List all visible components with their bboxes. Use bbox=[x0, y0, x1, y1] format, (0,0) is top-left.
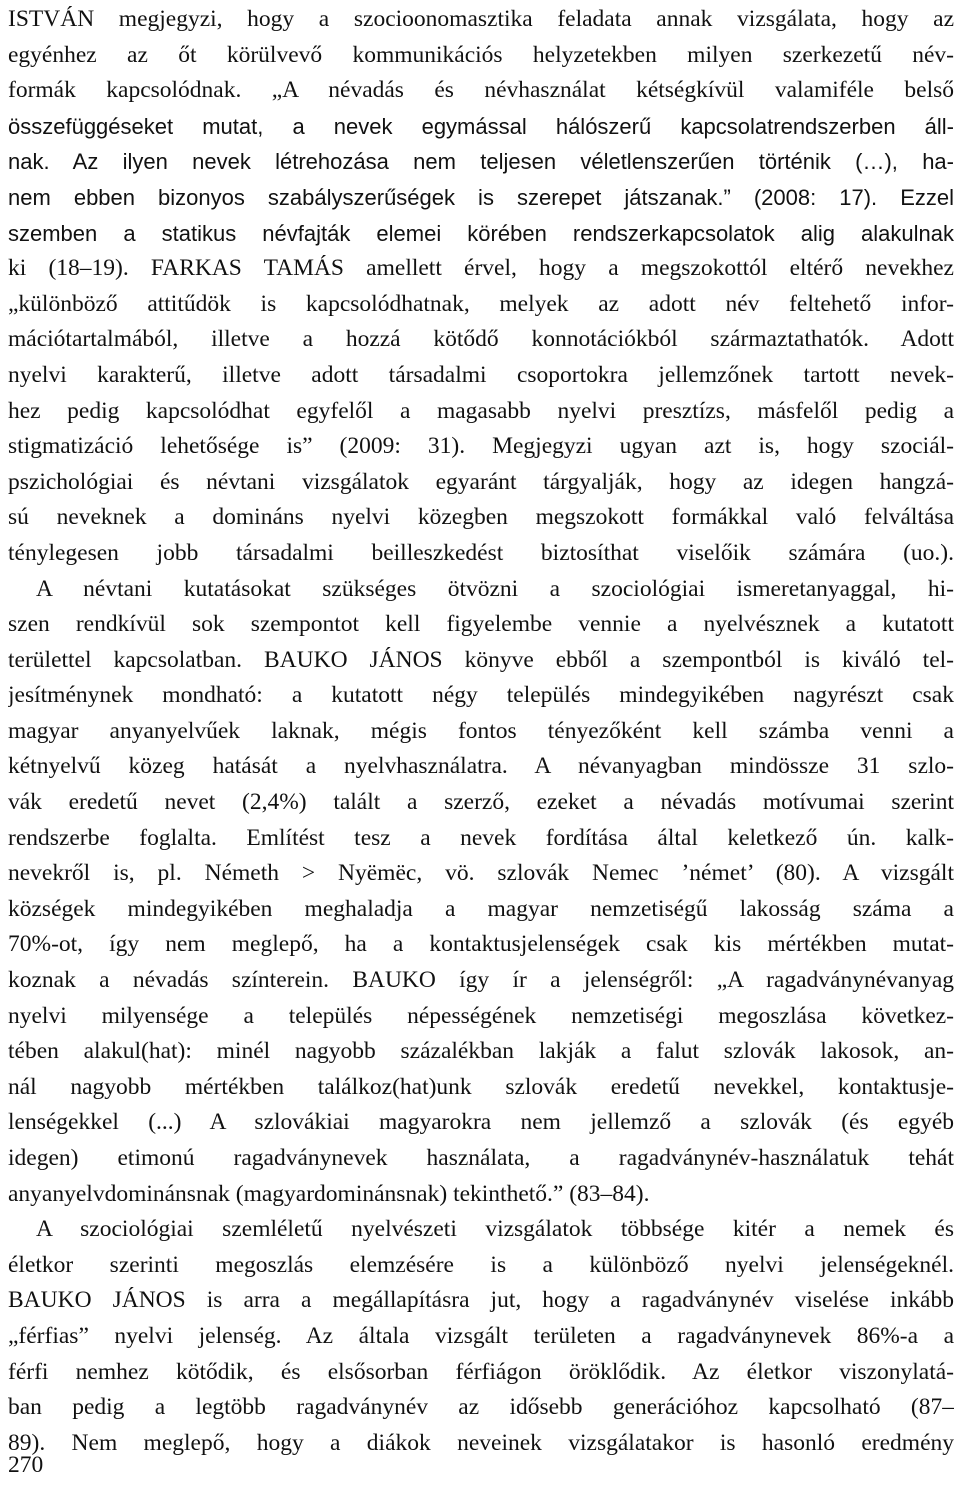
text-line: rendszerbe foglalta. Említést tesz a nevek fordítása által keletkező ún. kalk- bbox=[8, 824, 954, 851]
text-line: lenségekkel (...) A szlovákiai magyarokra nem jellemző a szlovák (és egyéb bbox=[8, 1109, 954, 1136]
text-line: A névtani kutatásokat szükséges ötvözni a szociológiai ismeretanyaggal, hi- bbox=[36, 575, 954, 602]
text-line: formák kapcsolódnak. „A névadás és névhasználat kétségkívül valamiféle belső bbox=[8, 77, 954, 104]
text-line: szen rendkívül sok szempontot kell figyelembe vennie a nyelvésznek a kutatott bbox=[8, 611, 954, 638]
text-line: összefüggéseket mutat, a nevek egymással hálószerű kapcsolatrendszerben áll- bbox=[8, 113, 954, 139]
text-line: kétnyelvű közeg hatását a nyelvhasználatra. A névanyagban mindössze 31 szlo- bbox=[8, 753, 954, 780]
text-line: nak. Az ilyen nevek létrehozása nem teljesen véletlenszerűen történik (…), ha- bbox=[8, 149, 954, 175]
text-line: ISTVÁN megjegyzi, hogy a szocioonomasztika feladata annak vizsgálata, hogy az bbox=[8, 6, 954, 32]
text-line: nem ebben bizonyos szabályszerűségek is szerepet játszanak.” (2008: 17). Ezzel bbox=[8, 184, 954, 210]
text-line: férfi nemhez kötődik, és elsősorban férfiágon öröklődik. Az életkor viszonylatá- bbox=[8, 1358, 954, 1385]
text-line: stigmatizáció lehetősége is” (2009: 31). Megjegyzi ugyan azt is, hogy szociál- bbox=[8, 433, 954, 460]
text-line: hez pedig kapcsolódhat egyfelől a magasabb nyelvi presztízs, másfelől pedig a bbox=[8, 397, 954, 424]
text-line: 70%-ot, így nem meglepő, ha a kontaktusjelenségek csak kis mértékben mutat- bbox=[8, 931, 954, 958]
text-line: községek mindegyikében meghaladja a magyar nemzetiségű lakosság száma a bbox=[8, 895, 954, 922]
text-line: egyénhez az őt körülvevő kommunikációs helyzetekben milyen szerkezetű név- bbox=[8, 41, 954, 68]
text-line: BAUKO JÁNOS is arra a megállapításra jut, hogy a ragadványnév viselése inkább bbox=[8, 1287, 954, 1314]
page-number: 270 bbox=[8, 1452, 44, 1478]
body-text bbox=[8, 2, 954, 1461]
text-line: ban pedig a legtöbb ragadványnév az idősebb generációhoz kapcsolható (87– bbox=[8, 1394, 954, 1421]
text-line: A szociológiai szemléletű nyelvészeti vizsgálatok többsége kitér a nemek és bbox=[36, 1216, 954, 1243]
text-line: területtel kapcsolatban. BAUKO JÁNOS könyve ebből a szempontból is kiváló tel- bbox=[8, 646, 954, 673]
text-line: „férfias” nyelvi jelenség. Az általa vizsgált területen a ragadványnevek 86%-a a bbox=[8, 1322, 954, 1349]
text-line: sú neveknek a domináns nyelvi közegben megszokott formákkal való felváltása bbox=[8, 504, 954, 531]
text-line: „különböző attitűdök is kapcsolódhatnak, melyek az adott név feltehető infor- bbox=[8, 290, 954, 317]
text-line: pszichológiai és névtani vizsgálatok egyaránt tárgyalják, hogy az idegen hangzá- bbox=[8, 468, 954, 495]
text-line: nyelvi milyensége a település népességének nemzetiségi megoszlása következ- bbox=[8, 1002, 954, 1029]
text-line: nál nagyobb mértékben találkoz(hat)unk szlovák eredetű nevekkel, kontaktusje- bbox=[8, 1073, 954, 1100]
text-line: 89). Nem meglepő, hogy a diákok neveinek vizsgálatakor is hasonló eredmény bbox=[8, 1429, 954, 1456]
text-line: tében alakul(hat): minél nagyobb százalékban lakják a falut szlovák lakosok, an- bbox=[8, 1038, 954, 1065]
text-line: életkor szerinti megoszlás elemzésére is a különböző nyelvi jelenségeknél. bbox=[8, 1251, 954, 1278]
text-line: ki (18–19). FARKAS TAMÁS amellett érvel, hogy a megszokottól eltérő nevekhez bbox=[8, 255, 954, 282]
text-line: mációtartalmából, illetve a hozzá kötődő konnotációkból származtathatók. Adott bbox=[8, 326, 954, 353]
text-line: jesítménynek mondható: a kutatott négy település mindegyikében nagyrészt csak bbox=[8, 682, 954, 709]
text-line: idegen) etimonú ragadványnevek használata, a ragadványnév-használatuk tehát bbox=[8, 1145, 954, 1171]
text-line: magyar anyanyelvűek laknak, mégis fontos tényezőként kell számba venni a bbox=[8, 717, 954, 744]
text-line: ténylegesen jobb társadalmi beilleszkedést biztosíthat viselőik számára (uo.). bbox=[8, 539, 954, 566]
text-line: vák eredetű nevet (2,4%) talált a szerző, ezeket a névadás motívumai szerint bbox=[8, 789, 954, 816]
text-line: anyanyelvdominánsnak (magyardominánsnak) tekinthető.” (83–84). bbox=[8, 1180, 650, 1207]
text-line: nevekről is, pl. Németh > Nyëmëc, vö. szlovák Nemec ’német’ (80). A vizsgált bbox=[8, 860, 954, 887]
text-line: nyelvi karakterű, illetve adott társadalmi csoportokra jellemzőnek tartott nevek- bbox=[8, 361, 954, 388]
text-line: szemben a statikus névfajták elemei körében rendszerkapcsolatok alig alakulnak bbox=[8, 220, 954, 246]
text-line: koznak a névadás színterein. BAUKO így ír a jelenségről: „A ragadványnévanyag bbox=[8, 967, 954, 994]
